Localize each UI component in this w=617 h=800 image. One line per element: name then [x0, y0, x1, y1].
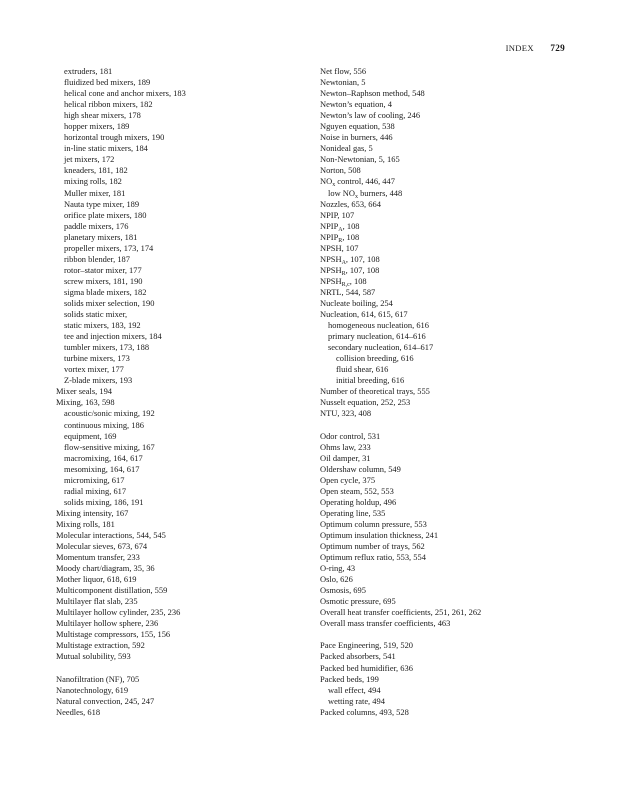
entry-text: primary nucleation, 614–616	[328, 331, 426, 342]
entry-text: solids static mixer,	[64, 309, 128, 320]
entry-term: NPSH	[320, 264, 342, 275]
index-entry	[320, 541, 582, 552]
entry-text: Mixing intensity, 167	[56, 507, 129, 518]
entry-text: sigma blade mixers, 182	[64, 286, 147, 297]
index-subentry	[56, 497, 306, 508]
entry-text: Multilayer hollow sphere, 236	[56, 618, 159, 629]
index-subentry	[56, 176, 306, 187]
index-subentry	[320, 188, 582, 199]
index-entry	[320, 663, 582, 674]
index-entry	[320, 530, 582, 541]
entry-text: paddle mixers, 176	[64, 220, 129, 231]
entry-text: Overall mass transfer coefficients, 463	[320, 618, 451, 629]
entry-text: Molecular interactions, 544, 545	[56, 529, 166, 540]
index-subentry	[56, 431, 306, 442]
entry-text: Nusselt equation, 252, 253	[320, 397, 411, 408]
index-subentry	[56, 88, 306, 99]
entry-text: continuous mixing, 186	[64, 419, 144, 430]
index-subentry	[56, 442, 306, 453]
entry-text: Noise in burners, 446	[320, 132, 393, 143]
index-entry	[320, 132, 582, 143]
index-entry	[56, 541, 306, 552]
index-subentry	[320, 696, 582, 707]
page-number: 729	[550, 43, 565, 53]
index-subentry	[56, 165, 306, 176]
entry-text: extruders, 181	[64, 66, 113, 76]
index-entry	[320, 154, 582, 165]
index-entry	[56, 386, 306, 397]
index-entry	[320, 552, 582, 563]
index-entry	[320, 431, 582, 442]
index-entry	[320, 210, 582, 221]
index-subentry	[56, 210, 306, 221]
index-entry	[56, 707, 306, 718]
index-entry	[320, 88, 582, 99]
entry-text: helical ribbon mixers, 182	[64, 99, 153, 110]
index-entry	[320, 66, 582, 77]
index-entry	[320, 453, 582, 464]
index-entry	[320, 298, 582, 309]
index-entry	[56, 397, 306, 408]
entry-text: Multilayer hollow cylinder, 235, 236	[56, 607, 181, 618]
index-entry	[320, 464, 582, 475]
index-entry	[56, 618, 306, 629]
entry-text: Natural convection, 245, 247	[56, 695, 155, 706]
entry-text: Newton–Raphson method, 548	[320, 88, 425, 99]
index-entry	[320, 265, 582, 276]
entry-text: Optimum column pressure, 553	[320, 518, 427, 529]
entry-text: equipment, 169	[64, 430, 117, 441]
index-subentry	[56, 331, 306, 342]
entry-text: NPIP, 107	[320, 209, 355, 220]
entry-text: rotor–stator mixer, 177	[64, 264, 142, 275]
index-subentry	[56, 353, 306, 364]
entry-text: NTU, 323, 408	[320, 408, 372, 419]
index-subentry	[320, 320, 582, 331]
entry-text: vortex mixer, 177	[64, 364, 124, 375]
index-subentry	[56, 464, 306, 475]
entry-text: static mixers, 183, 192	[64, 320, 141, 331]
entry-text: Nucleate boiling, 254	[320, 297, 393, 308]
index-subentry	[56, 276, 306, 287]
entry-text: Open steam, 552, 553	[320, 485, 394, 496]
entry-text: Mixing, 163, 598	[56, 397, 115, 408]
index-subentry	[320, 375, 582, 386]
index-entry	[320, 176, 582, 187]
index-entry	[320, 585, 582, 596]
index-subentry	[56, 77, 306, 88]
index-subentry	[56, 99, 306, 110]
entry-text: jet mixers, 172	[64, 154, 115, 165]
index-entry	[56, 651, 306, 662]
entry-text: Muller mixer, 181	[64, 187, 126, 198]
entry-subscript: R	[338, 237, 343, 244]
index-entry	[320, 99, 582, 110]
index-entry	[320, 574, 582, 585]
index-entry	[320, 519, 582, 530]
entry-text: Multistage compressors, 155, 156	[56, 629, 171, 640]
entry-text: control, 446, 447	[335, 176, 395, 187]
entry-text: wall effect, 494	[328, 684, 381, 695]
entry-term: NO	[320, 176, 333, 187]
entry-text: Mixer seals, 194	[56, 386, 113, 397]
index-entry	[320, 77, 582, 88]
entry-text: Molecular sieves, 673, 674	[56, 541, 148, 552]
index-subentry	[56, 453, 306, 464]
entry-text: Moody chart/diagram, 35, 36	[56, 563, 155, 574]
entry-text: burners, 448	[357, 187, 403, 198]
entry-text: , 107, 108	[345, 264, 380, 275]
entry-term: NPSH	[320, 275, 342, 286]
index-entry	[320, 110, 582, 121]
index-entry	[320, 442, 582, 453]
index-entry	[56, 585, 306, 596]
entry-text: fluidized bed mixers, 189	[64, 77, 151, 88]
index-entry	[320, 651, 582, 662]
entry-text: turbine mixers, 173	[64, 353, 130, 364]
entry-subscript: x	[354, 193, 358, 200]
index-entry	[320, 121, 582, 132]
index-entry	[56, 640, 306, 651]
entry-term: NPSH	[320, 253, 342, 264]
entry-term: NPIP	[320, 231, 339, 242]
index-subentry	[320, 342, 582, 353]
entry-text: Osmosis, 695	[320, 585, 366, 596]
entry-subscript: A	[338, 226, 343, 233]
entry-text: Nauta type mixer, 189	[64, 198, 140, 209]
entry-text: Norton, 508	[320, 165, 361, 176]
entry-text: Osmotic pressure, 695	[320, 596, 396, 607]
index-entry	[56, 696, 306, 707]
entry-text: Packed beds, 199	[320, 673, 379, 684]
entry-subscript: R,c	[341, 281, 350, 288]
entry-text: homogeneous nucleation, 616	[328, 320, 429, 331]
index-entry	[56, 607, 306, 618]
index-entry	[320, 199, 582, 210]
entry-text: mesomixing, 164, 617	[64, 463, 140, 474]
entry-text: Multicomponent distillation, 559	[56, 585, 168, 596]
index-entry	[320, 596, 582, 607]
index-subentry	[56, 287, 306, 298]
entry-text: , 108	[342, 231, 360, 242]
entry-text: radial mixing, 617	[64, 485, 127, 496]
index-subentry	[56, 420, 306, 431]
index-subentry	[56, 243, 306, 254]
index-section-gap	[320, 629, 582, 640]
entry-text: Oldershaw column, 549	[320, 463, 401, 474]
index-subentry	[56, 132, 306, 143]
index-entry	[320, 607, 582, 618]
index-entry	[320, 497, 582, 508]
entry-text: propeller mixers, 173, 174	[64, 242, 154, 253]
entry-subscript: x	[332, 182, 336, 189]
entry-subscript: R	[341, 270, 346, 277]
index-entry	[320, 232, 582, 243]
entry-text: Operating line, 535	[320, 507, 386, 518]
index-subentry	[56, 342, 306, 353]
index-entry	[320, 287, 582, 298]
entry-text: Nonideal gas, 5	[320, 143, 373, 154]
entry-text: Newton’s law of cooling, 246	[320, 110, 421, 121]
index-column-left	[56, 66, 306, 718]
entry-text: tumbler mixers, 173, 188	[64, 342, 150, 353]
index-entry	[320, 243, 582, 254]
index-subentry	[56, 254, 306, 265]
entry-text: Pace Engineering, 519, 520	[320, 640, 414, 651]
entry-text: tee and injection mixers, 184	[64, 331, 162, 342]
entry-text: Packed bed humidifier, 636	[320, 662, 413, 673]
entry-text: wetting rate, 494	[328, 695, 385, 706]
entry-text: Multistage extraction, 592	[56, 640, 145, 651]
index-entry	[56, 530, 306, 541]
index-entry	[56, 508, 306, 519]
entry-text: Nanotechnology, 619	[56, 684, 129, 695]
index-entry	[56, 552, 306, 563]
entry-text: mixing rolls, 182	[64, 176, 122, 187]
entry-text: screw mixers, 181, 190	[64, 275, 143, 286]
index-subentry	[320, 331, 582, 342]
index-subentry	[56, 121, 306, 132]
entry-text: Optimum reflux ratio, 553, 554	[320, 552, 426, 563]
entry-text: , 107, 108	[345, 253, 380, 264]
entry-text: O-ring, 43	[320, 563, 356, 574]
index-entry	[320, 276, 582, 287]
entry-text: Needles, 618	[56, 706, 101, 717]
index-entry	[320, 386, 582, 397]
index-entry	[320, 309, 582, 320]
entry-text: Oslo, 626	[320, 574, 353, 585]
index-entry	[320, 486, 582, 497]
index-subentry	[56, 408, 306, 419]
entry-text: Optimum number of trays, 562	[320, 541, 425, 552]
index-section-gap	[320, 420, 582, 431]
index-subentry	[56, 221, 306, 232]
index-entry	[320, 254, 582, 265]
entry-text: ribbon blender, 187	[64, 253, 130, 264]
entry-text: Packed columns, 493, 528	[320, 706, 409, 717]
index-entry	[320, 143, 582, 154]
index-column-right	[320, 66, 582, 718]
entry-term: low NO	[328, 187, 355, 198]
entry-text: Newton’s equation, 4	[320, 99, 392, 110]
index-entry	[320, 508, 582, 519]
index-entry	[320, 674, 582, 685]
entry-text: acoustic/sonic mixing, 192	[64, 408, 155, 419]
entry-text: micromixing, 617	[64, 474, 125, 485]
index-entry	[320, 408, 582, 419]
entry-text: Nguyen equation, 538	[320, 121, 395, 132]
index-subentry	[56, 298, 306, 309]
entry-text: helical cone and anchor mixers, 183	[64, 88, 186, 99]
index-subentry	[56, 265, 306, 276]
entry-text: Mixing rolls, 181	[56, 518, 115, 529]
entry-text: Z-blade mixers, 193	[64, 375, 133, 386]
entry-text: collision breeding, 616	[336, 353, 414, 364]
index-entry	[56, 563, 306, 574]
index-entry	[320, 165, 582, 176]
index-section-gap	[56, 663, 306, 674]
entry-text: solids mixer selection, 190	[64, 297, 155, 308]
entry-text: Nanofiltration (NF), 705	[56, 673, 140, 684]
index-subentry	[56, 375, 306, 386]
index-subentry	[56, 66, 306, 77]
page-header	[506, 43, 565, 53]
entry-text: Operating holdup, 496	[320, 496, 397, 507]
index-subentry	[56, 232, 306, 243]
entry-text: planetary mixers, 181	[64, 231, 138, 242]
index-entry	[56, 596, 306, 607]
index-subentry	[320, 685, 582, 696]
entry-text: NRTL, 544, 587	[320, 286, 376, 297]
index-entry	[320, 397, 582, 408]
index-entry	[56, 519, 306, 530]
entry-text: Ohms law, 233	[320, 441, 371, 452]
index-entry	[56, 574, 306, 585]
entry-text: Optimum insulation thickness, 241	[320, 529, 439, 540]
entry-text: , 108	[349, 275, 367, 286]
index-subentry	[56, 309, 306, 320]
entry-text: Momentum transfer, 233	[56, 552, 140, 563]
index-entry	[56, 629, 306, 640]
entry-text: kneaders, 181, 182	[64, 165, 128, 176]
index-subentry	[56, 188, 306, 199]
entry-text: Nucleation, 614, 615, 617	[320, 309, 408, 320]
entry-text: Mutual solubility, 593	[56, 651, 131, 662]
index-subentry	[56, 320, 306, 331]
entry-text: Open cycle, 375	[320, 474, 376, 485]
entry-text: Non-Newtonian, 5, 165	[320, 154, 400, 165]
entry-text: fluid shear, 616	[336, 364, 389, 375]
entry-text: macromixing, 164, 617	[64, 452, 143, 463]
entry-subscript: A	[341, 259, 346, 266]
index-entry	[320, 221, 582, 232]
running-head: INDEX	[505, 43, 534, 53]
entry-text: Overall heat transfer coefficients, 251, 261, 262	[320, 607, 482, 618]
index-subentry	[56, 475, 306, 486]
entry-text: Odor control, 531	[320, 430, 381, 441]
index-subentry	[56, 154, 306, 165]
index-entry	[56, 685, 306, 696]
index-subentry	[320, 353, 582, 364]
entry-term: NPIP	[320, 220, 339, 231]
entry-text: Packed absorbers, 541	[320, 651, 396, 662]
index-entry	[320, 563, 582, 574]
entry-text: solids mixing, 186, 191	[64, 496, 144, 507]
entry-text: high shear mixers, 178	[64, 110, 141, 121]
index-entry	[320, 640, 582, 651]
index-entry	[320, 475, 582, 486]
index-entry	[56, 674, 306, 685]
entry-text: horizontal trough mixers, 190	[64, 132, 165, 143]
index-entry	[320, 707, 582, 718]
entry-text: initial breeding, 616	[336, 375, 405, 386]
entry-text: hopper mixers, 189	[64, 121, 130, 132]
entry-text: , 108	[342, 220, 360, 231]
index-subentry	[56, 143, 306, 154]
entry-text: Oil damper, 31	[320, 452, 371, 463]
entry-text: orifice plate mixers, 180	[64, 209, 147, 220]
entry-text: Mother liquor, 618, 619	[56, 574, 137, 585]
entry-text: Multilayer flat slab, 235	[56, 596, 138, 607]
entry-text: Newtonian, 5	[320, 77, 366, 88]
entry-text: Net flow, 556	[320, 66, 367, 76]
index-subentry	[56, 110, 306, 121]
entry-text: in-line static mixers, 184	[64, 143, 148, 154]
entry-text: Nozzles, 653, 664	[320, 198, 381, 209]
entry-text: NPSH, 107	[320, 242, 359, 253]
index-subentry	[320, 364, 582, 375]
index-subentry	[56, 199, 306, 210]
index-entry	[320, 618, 582, 629]
index-subentry	[56, 486, 306, 497]
entry-text: flow-sensitive mixing, 167	[64, 441, 155, 452]
entry-text: secondary nucleation, 614–617	[328, 342, 434, 353]
entry-text: Number of theoretical trays, 555	[320, 386, 430, 397]
index-subentry	[56, 364, 306, 375]
